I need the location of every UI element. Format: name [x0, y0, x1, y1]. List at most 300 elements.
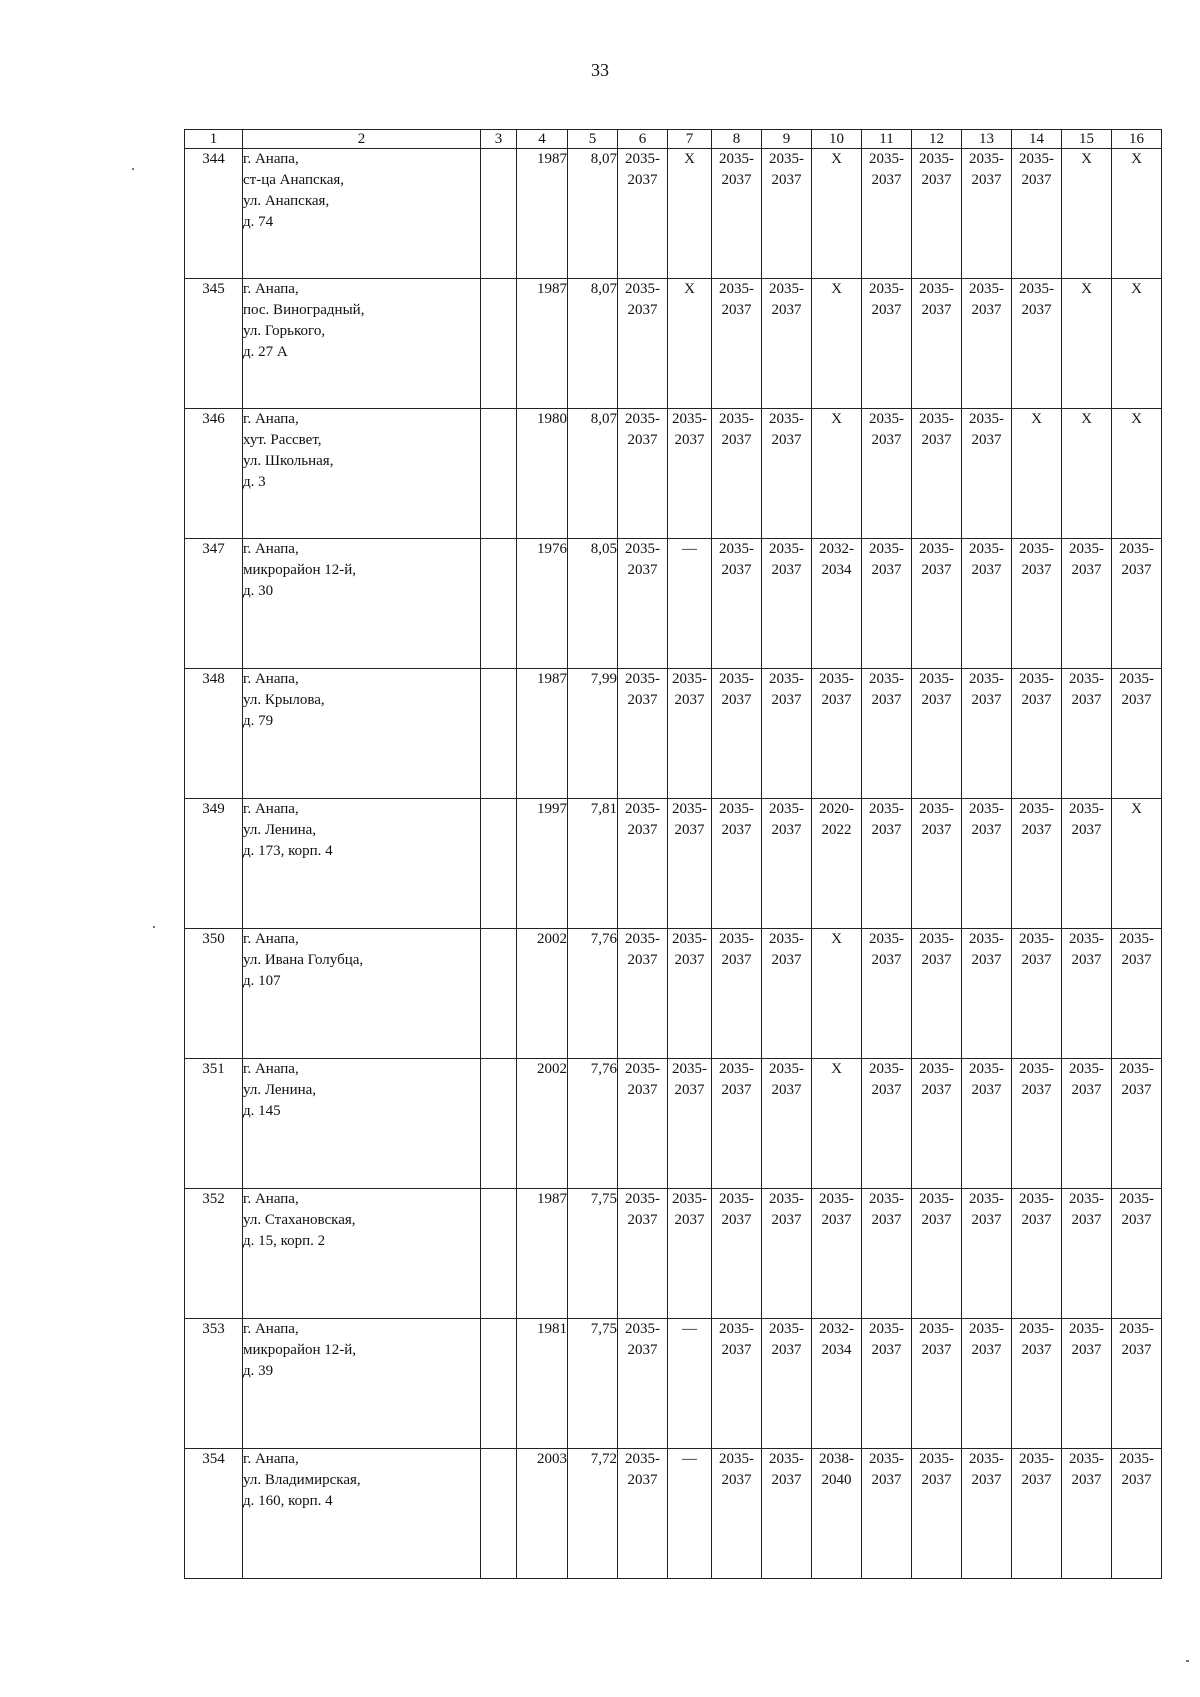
period-line: 2037 [1021, 1472, 1052, 1488]
period-line: X [1081, 411, 1092, 427]
period-cell-col-12 [912, 1189, 962, 1319]
period-cell-col-7 [668, 669, 712, 799]
period-cell-col-7 [668, 1059, 712, 1189]
period-cell-col-14 [1012, 1449, 1062, 1579]
table-row [185, 1059, 1162, 1189]
period-line: 2037 [771, 432, 802, 448]
scan-speck [1186, 1660, 1189, 1662]
period-line: 2037 [1071, 692, 1102, 708]
period-line: 2035- [1069, 1451, 1104, 1467]
period-line: 2037 [1071, 1342, 1102, 1358]
period-cell-col-9 [762, 1449, 812, 1579]
period-cell-col-11 [862, 279, 912, 409]
period-line: 2035- [919, 801, 954, 817]
period-cell-col-7 [668, 1449, 712, 1579]
period-cell-col-6 [618, 669, 668, 799]
period-line: 2035- [969, 671, 1004, 687]
period-line: 2037 [627, 1342, 658, 1358]
period-line: 2034 [821, 1342, 852, 1358]
period-line: 2032- [819, 541, 854, 557]
period-cell-col-16 [1112, 1319, 1162, 1449]
address-cell [243, 1059, 481, 1189]
period-cell-col-16 [1112, 279, 1162, 409]
period-line: 2037 [1021, 952, 1052, 968]
period-line: 2037 [871, 1472, 902, 1488]
period-line: 2035- [1119, 541, 1154, 557]
period-line: 2035- [969, 801, 1004, 817]
period-line: 2037 [627, 172, 658, 188]
period-line: 2037 [721, 172, 752, 188]
period-line: 2035- [969, 931, 1004, 947]
period-line: 2037 [971, 562, 1002, 578]
address-cell [243, 279, 481, 409]
period-line: 2035- [625, 1451, 660, 1467]
period-cell-col-6 [618, 799, 668, 929]
address-line: г. Анапа, [243, 671, 299, 687]
address-cell [243, 149, 481, 279]
value-cell: 8,05 [568, 539, 618, 669]
period-line: 2035- [672, 671, 707, 687]
period-line: 2035- [625, 801, 660, 817]
column-3-cell [481, 539, 517, 669]
period-line: 2037 [721, 1082, 752, 1098]
period-cell-col-10 [812, 929, 862, 1059]
period-line: 2037 [674, 432, 705, 448]
period-line: 2035- [969, 281, 1004, 297]
period-cell-col-12 [912, 799, 962, 929]
period-line: 2035- [769, 541, 804, 557]
period-line: 2037 [921, 952, 952, 968]
period-line: 2037 [771, 562, 802, 578]
address-cell [243, 1449, 481, 1579]
column-header-5: 5 [568, 130, 618, 149]
period-cell-col-14 [1012, 149, 1062, 279]
period-line: 2037 [871, 822, 902, 838]
period-line: 2037 [971, 432, 1002, 448]
period-line: 2035- [769, 931, 804, 947]
period-line: 2035- [969, 1191, 1004, 1207]
column-header-9: 9 [762, 130, 812, 149]
period-line: 2037 [1121, 1342, 1152, 1358]
period-line: 2037 [1121, 952, 1152, 968]
period-line: 2035- [769, 411, 804, 427]
period-line: 2035- [719, 1451, 754, 1467]
period-line: 2035- [919, 281, 954, 297]
period-line: 2037 [771, 302, 802, 318]
period-line: X [1081, 281, 1092, 297]
period-line: 2035- [769, 671, 804, 687]
period-cell-col-16 [1112, 929, 1162, 1059]
period-cell-col-11 [862, 409, 912, 539]
period-line: 2037 [721, 952, 752, 968]
period-cell-col-6 [618, 149, 668, 279]
period-line: 2038- [819, 1451, 854, 1467]
period-line: 2035- [719, 541, 754, 557]
period-line: 2035- [672, 931, 707, 947]
address-line: г. Анапа, [243, 1191, 299, 1207]
column-header-4: 4 [517, 130, 568, 149]
period-line: 2037 [871, 432, 902, 448]
address-line: ул. Владимирская, [243, 1472, 361, 1488]
period-line: 2035- [969, 1061, 1004, 1077]
address-line: д. 79 [243, 713, 274, 729]
period-line: 2035- [1019, 1321, 1054, 1337]
row-number: 353 [185, 1319, 243, 1449]
period-line: X [831, 411, 842, 427]
address-cell [243, 1189, 481, 1319]
period-cell-col-9 [762, 409, 812, 539]
period-cell-col-10 [812, 1059, 862, 1189]
period-cell-col-14 [1012, 1059, 1062, 1189]
period-line: 2035- [769, 151, 804, 167]
period-line: 2035- [969, 151, 1004, 167]
period-cell-col-9 [762, 1189, 812, 1319]
period-line: — [682, 541, 697, 557]
period-line: X [1131, 801, 1142, 817]
period-line: 2037 [971, 1212, 1002, 1228]
period-line: 2037 [871, 952, 902, 968]
address-line: д. 173, корп. 4 [243, 843, 333, 859]
period-cell-col-9 [762, 279, 812, 409]
period-line: 2034 [821, 562, 852, 578]
period-line: 2035- [869, 1061, 904, 1077]
period-cell-col-8 [712, 1449, 762, 1579]
period-line: 2037 [971, 1082, 1002, 1098]
period-cell-col-15 [1062, 799, 1112, 929]
period-cell-col-6 [618, 279, 668, 409]
period-line: 2037 [721, 1472, 752, 1488]
period-cell-col-14 [1012, 409, 1062, 539]
table-row [185, 1449, 1162, 1579]
period-cell-col-11 [862, 1449, 912, 1579]
table-row [185, 409, 1162, 539]
period-cell-col-8 [712, 149, 762, 279]
period-cell-col-10 [812, 1189, 862, 1319]
period-line: 2035- [869, 671, 904, 687]
period-line: 2037 [1071, 1082, 1102, 1098]
period-cell-col-15 [1062, 539, 1112, 669]
year-cell: 2002 [517, 929, 568, 1059]
period-cell-col-11 [862, 1319, 912, 1449]
period-line: 2035- [819, 671, 854, 687]
year-cell: 1997 [517, 799, 568, 929]
period-line: 2035- [719, 671, 754, 687]
period-line: 2035- [969, 1451, 1004, 1467]
period-cell-col-6 [618, 1189, 668, 1319]
address-line: г. Анапа, [243, 1451, 299, 1467]
period-line: X [831, 931, 842, 947]
scan-speck [153, 926, 155, 928]
period-line: 2035- [869, 801, 904, 817]
value-cell: 8,07 [568, 409, 618, 539]
period-line: 2037 [771, 1212, 802, 1228]
period-line: 2020- [819, 801, 854, 817]
period-line: 2035- [1019, 1061, 1054, 1077]
address-line: микрорайон 12-й, [243, 562, 357, 578]
period-cell-col-16 [1112, 1189, 1162, 1319]
period-line: 2037 [721, 692, 752, 708]
column-3-cell [481, 279, 517, 409]
period-line: 2037 [771, 692, 802, 708]
period-cell-col-7 [668, 279, 712, 409]
address-cell [243, 799, 481, 929]
period-line: 2035- [1019, 281, 1054, 297]
period-cell-col-12 [912, 929, 962, 1059]
period-line: 2035- [769, 281, 804, 297]
period-cell-col-16 [1112, 799, 1162, 929]
period-line: 2037 [921, 432, 952, 448]
period-line: 2037 [627, 952, 658, 968]
period-line: 2037 [721, 302, 752, 318]
column-3-cell [481, 1059, 517, 1189]
period-line: 2037 [871, 692, 902, 708]
period-cell-col-9 [762, 669, 812, 799]
period-cell-col-10 [812, 279, 862, 409]
period-cell-col-7 [668, 929, 712, 1059]
period-line: 2037 [921, 822, 952, 838]
value-cell: 7,76 [568, 1059, 618, 1189]
period-cell-col-10 [812, 409, 862, 539]
period-cell-col-12 [912, 1319, 962, 1449]
period-cell-col-12 [912, 149, 962, 279]
table-row [185, 149, 1162, 279]
address-line: д. 107 [243, 973, 281, 989]
period-cell-col-15 [1062, 279, 1112, 409]
period-line: 2037 [627, 1212, 658, 1228]
period-cell-col-16 [1112, 669, 1162, 799]
period-line: 2037 [771, 172, 802, 188]
period-cell-col-15 [1062, 929, 1112, 1059]
row-number: 351 [185, 1059, 243, 1189]
period-line: 2035- [625, 281, 660, 297]
period-line: 2035- [672, 801, 707, 817]
address-line: хут. Рассвет, [243, 432, 322, 448]
period-line: 2035- [719, 411, 754, 427]
period-line: 2040 [821, 1472, 852, 1488]
period-line: 2037 [871, 562, 902, 578]
year-cell: 1981 [517, 1319, 568, 1449]
period-line: 2035- [869, 1191, 904, 1207]
period-cell-col-16 [1112, 149, 1162, 279]
period-line: 2037 [627, 1082, 658, 1098]
period-line: 2035- [869, 151, 904, 167]
address-cell [243, 1319, 481, 1449]
period-line: — [682, 1321, 697, 1337]
period-line: 2037 [1121, 1082, 1152, 1098]
housing-register-table [184, 129, 1162, 1579]
period-cell-col-10 [812, 1319, 862, 1449]
period-line: 2035- [1069, 1191, 1104, 1207]
column-header-15: 15 [1062, 130, 1112, 149]
period-cell-col-13 [962, 279, 1012, 409]
address-line: ул. Крылова, [243, 692, 325, 708]
period-cell-col-13 [962, 1449, 1012, 1579]
period-line: 2037 [1071, 1212, 1102, 1228]
period-line: 2037 [921, 692, 952, 708]
period-line: 2035- [919, 1061, 954, 1077]
table-row [185, 799, 1162, 929]
address-line: ул. Ивана Голубца, [243, 952, 364, 968]
column-3-cell [481, 799, 517, 929]
period-cell-col-15 [1062, 409, 1112, 539]
period-line: 2037 [674, 692, 705, 708]
address-line: г. Анапа, [243, 411, 299, 427]
period-cell-col-13 [962, 1319, 1012, 1449]
period-line: 2035- [869, 411, 904, 427]
column-header-8: 8 [712, 130, 762, 149]
period-line: 2035- [1019, 801, 1054, 817]
column-header-7: 7 [668, 130, 712, 149]
address-cell [243, 409, 481, 539]
table-header [185, 130, 1162, 149]
period-line: 2037 [971, 1342, 1002, 1358]
value-cell: 7,99 [568, 669, 618, 799]
column-3-cell [481, 1189, 517, 1319]
period-cell-col-14 [1012, 929, 1062, 1059]
period-cell-col-14 [1012, 799, 1062, 929]
period-line: 2037 [721, 1342, 752, 1358]
period-line: 2035- [1019, 1451, 1054, 1467]
period-line: 2035- [919, 1451, 954, 1467]
value-cell: 7,75 [568, 1189, 618, 1319]
period-line: 2035- [1069, 671, 1104, 687]
period-line: 2037 [674, 952, 705, 968]
period-cell-col-12 [912, 669, 962, 799]
column-header-13: 13 [962, 130, 1012, 149]
period-cell-col-10 [812, 539, 862, 669]
period-cell-col-16 [1112, 1059, 1162, 1189]
period-cell-col-8 [712, 539, 762, 669]
period-line: X [684, 281, 695, 297]
year-cell: 1987 [517, 149, 568, 279]
period-line: X [684, 151, 695, 167]
period-cell-col-12 [912, 409, 962, 539]
period-cell-col-15 [1062, 1319, 1112, 1449]
period-line: 2037 [821, 692, 852, 708]
period-line: 2037 [921, 1472, 952, 1488]
period-line: 2037 [721, 562, 752, 578]
period-line: 2035- [769, 1451, 804, 1467]
row-number: 344 [185, 149, 243, 279]
period-line: 2035- [719, 801, 754, 817]
value-cell: 8,07 [568, 149, 618, 279]
period-line: 2035- [1119, 1321, 1154, 1337]
period-line: 2037 [1121, 692, 1152, 708]
period-line: 2037 [771, 1342, 802, 1358]
row-number: 345 [185, 279, 243, 409]
period-cell-col-7 [668, 1189, 712, 1319]
address-line: г. Анапа, [243, 541, 299, 557]
period-line: 2035- [1019, 931, 1054, 947]
address-line: г. Анапа, [243, 1321, 299, 1337]
column-3-cell [481, 1319, 517, 1449]
period-line: X [831, 151, 842, 167]
year-cell: 1987 [517, 1189, 568, 1319]
period-line: 2037 [721, 822, 752, 838]
period-line: 2022 [821, 822, 852, 838]
period-line: 2037 [627, 562, 658, 578]
period-line: 2037 [1071, 562, 1102, 578]
period-line: 2037 [1021, 1082, 1052, 1098]
period-cell-col-8 [712, 799, 762, 929]
period-cell-col-11 [862, 539, 912, 669]
year-cell: 1980 [517, 409, 568, 539]
row-number: 349 [185, 799, 243, 929]
period-cell-col-9 [762, 1059, 812, 1189]
period-line: 2035- [672, 1191, 707, 1207]
period-line: 2035- [1119, 1451, 1154, 1467]
column-header-16: 16 [1112, 130, 1162, 149]
period-cell-col-13 [962, 1059, 1012, 1189]
period-line: 2037 [627, 432, 658, 448]
period-line: 2037 [1021, 302, 1052, 318]
column-header-14: 14 [1012, 130, 1062, 149]
year-cell: 1987 [517, 669, 568, 799]
period-line: 2037 [921, 302, 952, 318]
period-cell-col-11 [862, 1189, 912, 1319]
period-line: 2035- [1119, 1191, 1154, 1207]
period-cell-col-9 [762, 1319, 812, 1449]
period-cell-col-11 [862, 669, 912, 799]
period-line: 2035- [919, 1321, 954, 1337]
address-line: д. 27 А [243, 344, 288, 360]
period-line: 2037 [971, 172, 1002, 188]
address-line: ул. Школьная, [243, 453, 334, 469]
period-line: 2035- [919, 411, 954, 427]
column-header-2: 2 [243, 130, 481, 149]
page-number: 33 [591, 60, 609, 80]
period-cell-col-11 [862, 929, 912, 1059]
period-line: 2037 [674, 1212, 705, 1228]
period-cell-col-13 [962, 539, 1012, 669]
period-cell-col-7 [668, 409, 712, 539]
value-cell: 7,81 [568, 799, 618, 929]
column-3-cell [481, 149, 517, 279]
period-cell-col-16 [1112, 539, 1162, 669]
period-line: 2037 [1071, 1472, 1102, 1488]
period-line: 2035- [819, 1191, 854, 1207]
period-line: 2037 [921, 1082, 952, 1098]
table-row [185, 929, 1162, 1059]
period-cell-col-10 [812, 799, 862, 929]
period-cell-col-13 [962, 929, 1012, 1059]
column-3-cell [481, 409, 517, 539]
period-line: 2037 [971, 302, 1002, 318]
row-number: 354 [185, 1449, 243, 1579]
table-row [185, 1189, 1162, 1319]
period-cell-col-13 [962, 669, 1012, 799]
period-line: 2037 [921, 1212, 952, 1228]
period-line: 2035- [625, 671, 660, 687]
period-cell-col-10 [812, 1449, 862, 1579]
table-body [185, 149, 1162, 1579]
address-line: д. 74 [243, 214, 274, 230]
period-line: 2035- [769, 1321, 804, 1337]
period-line: 2037 [1021, 172, 1052, 188]
row-number: 346 [185, 409, 243, 539]
period-cell-col-8 [712, 1059, 762, 1189]
row-number: 348 [185, 669, 243, 799]
period-cell-col-8 [712, 929, 762, 1059]
period-line: 2037 [771, 1082, 802, 1098]
period-cell-col-15 [1062, 1189, 1112, 1319]
period-line: 2037 [971, 822, 1002, 838]
period-line: X [1131, 411, 1142, 427]
period-cell-col-14 [1012, 1189, 1062, 1319]
period-line: 2037 [627, 822, 658, 838]
period-cell-col-14 [1012, 539, 1062, 669]
address-line: г. Анапа, [243, 151, 299, 167]
